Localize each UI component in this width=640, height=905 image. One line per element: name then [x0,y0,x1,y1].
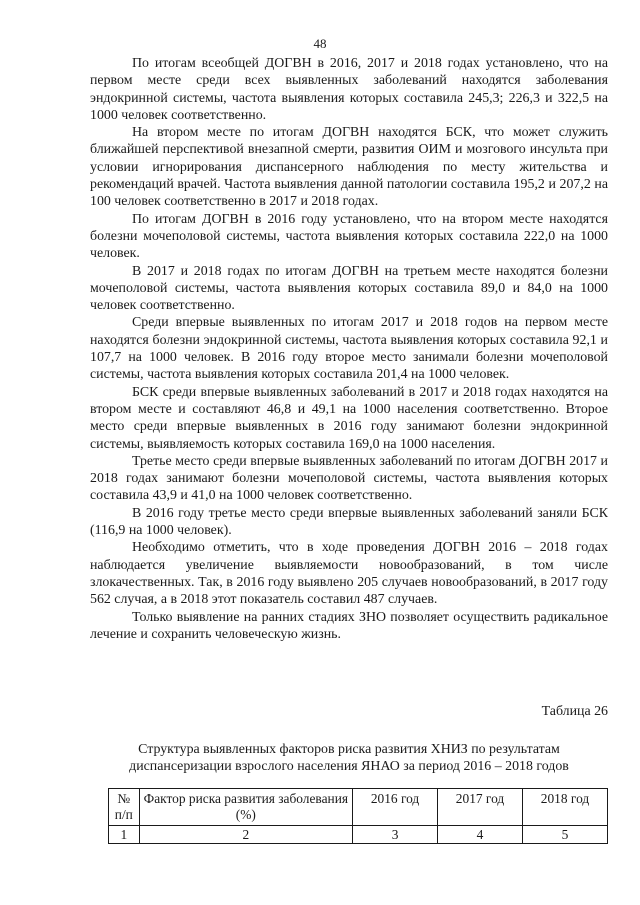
header-num-symbol: № [117,791,131,806]
paragraph-9: Необходимо отметить, что в ходе проведения ДОГВН 2016 – 2018 годах наблюдается увеличение выявляемости новообразований, в том числе злокачественных. Так, в 2016 году выявлено 205 случаев новообразований, в 2017 году 562 случая, а в 2018 этот показатель составил 487 случаев. [90,540,608,608]
table-caption-line-1: Структура выявленных факторов риска развития ХНИЗ по результатам [138,742,560,757]
header-2018: 2018 год [523,789,608,826]
risk-factors-table [108,788,608,844]
paragraph-10: Только выявление на ранних стадиях ЗНО позволяет осуществить радикальное лечение и сохранить человеческую жизнь. [90,609,608,642]
paragraph-8: В 2016 году третье место среди впервые выявленных заболеваний заняли БСК (116,9 на 1000 человек). [90,505,608,539]
paragraph-4: В 2017 и 2018 годах по итогам ДОГВН на третьем месте находятся болезни мочеполовой системы, частота выявления которых составила 89,0 и 84,0 на 1000 человек соответственно. [90,263,608,314]
table-header-row [109,789,608,826]
header-2017: 2017 год [438,789,523,826]
index-cell-4: 4 [438,826,523,844]
paragraph-3: По итогам ДОГВН в 2016 году установлено, что на втором месте находятся болезни мочеполовой системы, частота выявления которых составила 222,0 на 1000 человек. [90,211,608,262]
index-cell-1: 1 [109,826,140,844]
index-cell-5: 5 [523,826,608,844]
index-cell-3: 3 [353,826,438,844]
page-number: 48 [313,36,327,51]
paragraph-5: Среди впервые выявленных по итогам 2017 и 2018 годов на первом месте находятся болезни эндокринной системы, частота выявления которых составила 92,1 и 107,7 на 1000 человек. В 2016 году второе место занимали болезни мочеполовой системы, частота выявления которых составила 201,4 на 1000 человек. [90,315,608,383]
paragraph-2: На втором месте по итогам ДОГВН находятся БСК, что может служить ближайшей перспективой внезапной смерти, развития ОИМ и мозгового инсульта при условии игнорирования диспансерного наблюдения по месту жительства и рекомендаций врачей. Частота выявления данной патологии составила 195,2 и 207,2 на 100 человек соответственно в 2017 и 2018 годах. [90,125,608,210]
header-factor: Фактор риска развития заболевания (%) [139,789,352,826]
index-cell-2: 2 [139,826,352,844]
header-2016: 2016 год [353,789,438,826]
paragraph-6: БСК среди впервые выявленных заболеваний в 2017 и 2018 годах находятся на втором месте и составляют 46,8 и 49,1 на 1000 населения соответственно. Второе место среди впервые выявленных в 2016 году занимают болезни эндокринной системы, выявляемость которых составила 169,0 на 1000 населения. [90,384,608,452]
table-caption-line-2: диспансеризации взрослого населения ЯНАО за период 2016 – 2018 годов [129,759,569,775]
paragraph-1: По итогам всеобщей ДОГВН в 2016, 2017 и 2018 годах установлено, что на первом месте среди всех выявленных заболеваний находятся заболевания эндокринной системы, частота выявления которых составила 245,3; 226,3 и 322,5 на 1000 человек соответственно. [90,56,608,123]
body-text [90,55,608,643]
header-num [109,789,140,826]
table-index-row [109,826,608,844]
table-label: Таблица 26 [541,704,608,719]
paragraph-7: Третье место среди впервые выявленных заболеваний по итогам ДОГВН 2017 и 2018 годах занимают болезни мочеполовой системы, частота выявления которых составила 43,9 и 41,0 на 1000 человек соответственно. [90,453,608,504]
header-num-abbrev: п/п [114,807,133,822]
table-caption [90,741,608,776]
